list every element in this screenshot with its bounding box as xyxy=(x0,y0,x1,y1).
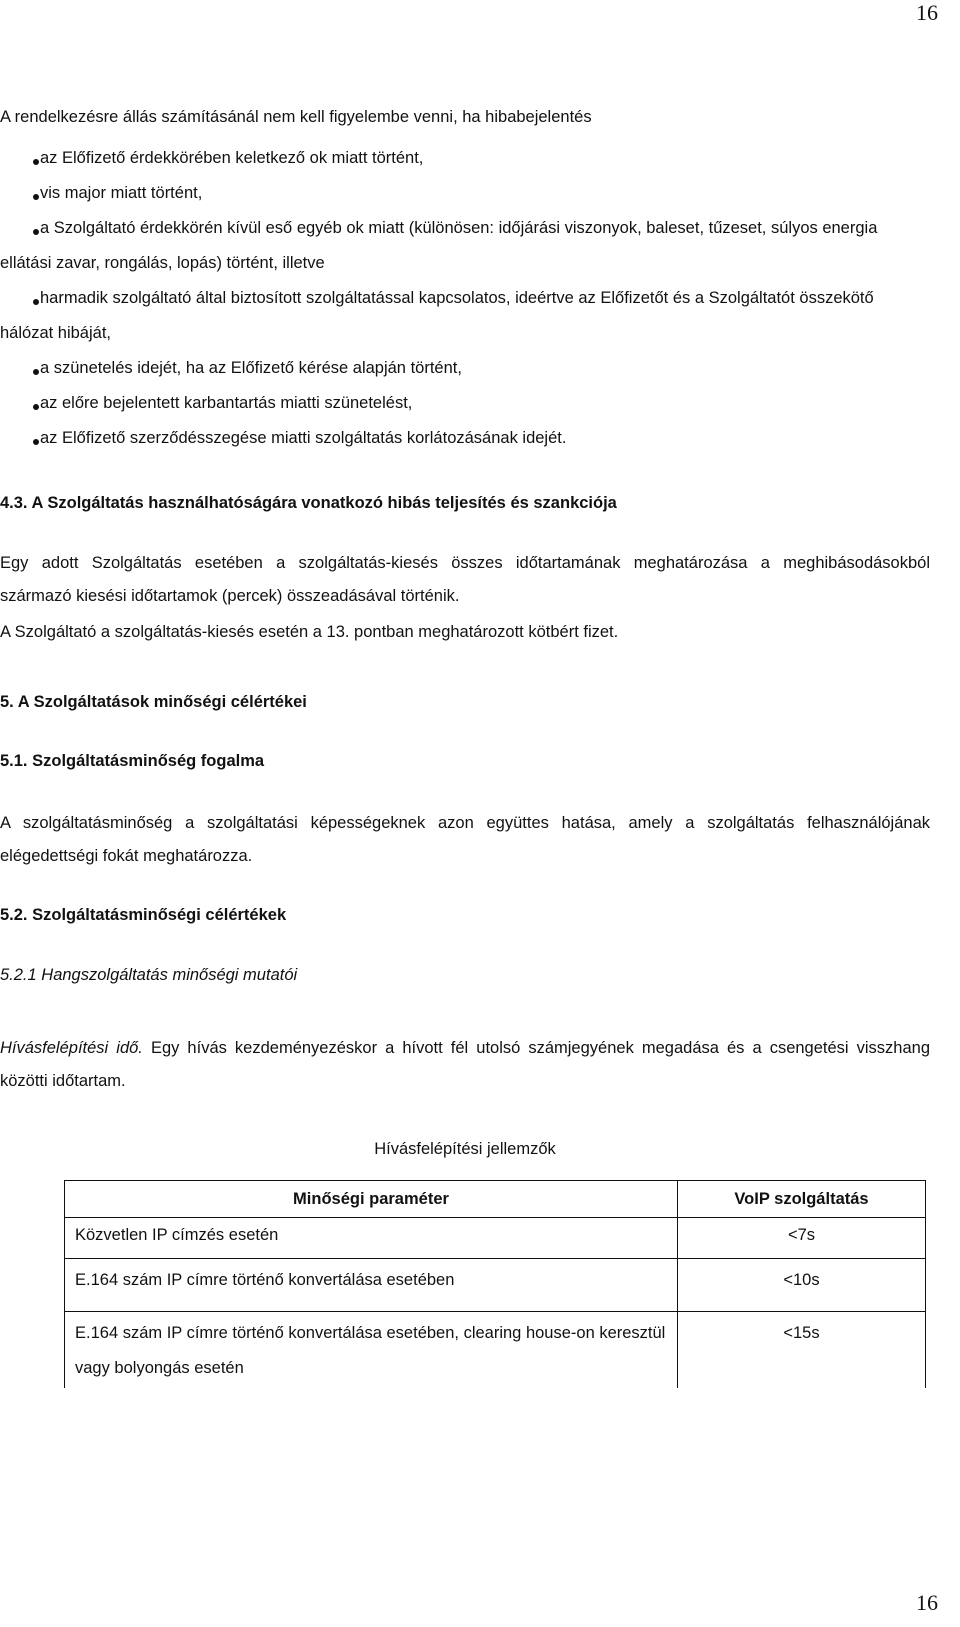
bullet-icon xyxy=(33,439,39,445)
section-4-3-para2: A Szolgáltató a szolgáltatás-kiesés esetén a 13. pontban meghatározott kötbért fizet. xyxy=(0,623,619,641)
param-cell: Közvetlen IP címzés esetén xyxy=(65,1218,678,1259)
section-4-3-heading: 4.3. A Szolgáltatás használhatóságára vonatkozó hibás teljesítés és szankciója xyxy=(0,494,617,512)
intro-text: A rendelkezésre állás számításánál nem kell figyelembe venni, ha hibabejelentés xyxy=(0,108,592,126)
footer-page-number: 16 xyxy=(916,1590,938,1615)
bullet-icon xyxy=(33,404,39,410)
list-item: a szünetelés idejét, ha az Előfizető kérése alapján történt, xyxy=(0,351,930,386)
table-row xyxy=(65,1312,926,1389)
list-item: az Előfizető szerződésszegése miatti szolgáltatás korlátozásának idejét. xyxy=(0,421,930,456)
table-row xyxy=(65,1259,926,1312)
table-header-row xyxy=(65,1181,926,1218)
value-cell: <10s xyxy=(678,1259,926,1312)
bullet-icon xyxy=(33,299,39,305)
table-row xyxy=(65,1218,926,1259)
value-cell: <15s xyxy=(678,1312,926,1389)
bullet-icon xyxy=(33,229,39,235)
section-4-3-para1-line1: Egy adott Szolgáltatás esetében a szolgáltatás-kiesés összes időtartamának meghatározása a meghibásodásokból xyxy=(0,554,930,572)
section-5-1-heading: 5.1. Szolgáltatásminőség fogalma xyxy=(0,752,265,770)
section-5-1-para-line2: elégedettségi fokát meghatározza. xyxy=(0,847,253,865)
list-item: vis major miatt történt, xyxy=(0,176,930,211)
section-4-3-para1-line2: származó kiesési időtartamok (percek) összeadásával történik. xyxy=(0,587,460,605)
bullet-icon xyxy=(33,194,39,200)
definition-line1 xyxy=(0,1031,930,1066)
list-item: a Szolgáltató érdekkörén kívül eső egyéb ok miatt (különösen: időjárási viszonyok, baleset, tűzeset, súlyos energia xyxy=(0,211,930,246)
definition-line2: közötti időtartam. xyxy=(0,1072,126,1090)
list-item: az Előfizető érdekkörében keletkező ok miatt történt, xyxy=(0,141,930,176)
section-5-2-1-heading: 5.2.1 Hangszolgáltatás minőségi mutatói xyxy=(0,966,298,984)
section-5-heading: 5. A Szolgáltatások minőségi célértékei xyxy=(0,693,307,711)
bullet-icon xyxy=(33,159,39,165)
list-item-continuation: ellátási zavar, rongálás, lopás) történt, illetve xyxy=(0,254,325,272)
list-item-continuation: hálózat hibáját, xyxy=(0,324,111,342)
header-page-number: 16 xyxy=(916,0,938,25)
table-caption: Hívásfelépítési jellemzők xyxy=(374,1140,556,1158)
list-item: az előre bejelentett karbantartás miatti szünetelést, xyxy=(0,386,930,421)
value-cell: <7s xyxy=(678,1218,926,1259)
call-setup-table xyxy=(64,1180,926,1388)
exclusion-list xyxy=(0,141,930,456)
section-5-1-para-line1: A szolgáltatásminőség a szolgáltatási képességeknek azon együttes hatása, amely a szolgáltatás felhasználójának xyxy=(0,814,930,832)
column-header-voip: VoIP szolgáltatás xyxy=(678,1181,926,1218)
section-5-2-heading: 5.2. Szolgáltatásminőségi célértékek xyxy=(0,906,287,924)
list-item: harmadik szolgáltató által biztosított szolgáltatással kapcsolatos, ideértve az Előfizetőt és a Szolgáltatót összekötő xyxy=(0,281,930,316)
definition-text: Egy hívás kezdeményezéskor a hívott fél utolsó számjegyének megadása és a csengetési visszhang xyxy=(142,1039,930,1057)
bullet-icon xyxy=(33,369,39,375)
param-cell: E.164 szám IP címre történő konvertálása esetében xyxy=(65,1259,678,1312)
definition-term: Hívásfelépítési idő. xyxy=(0,1039,143,1057)
column-header-parameter: Minőségi paraméter xyxy=(65,1181,678,1218)
param-cell: E.164 szám IP címre történő konvertálása esetében, clearing house-on keresztül vagy bolyongás esetén xyxy=(65,1312,678,1389)
